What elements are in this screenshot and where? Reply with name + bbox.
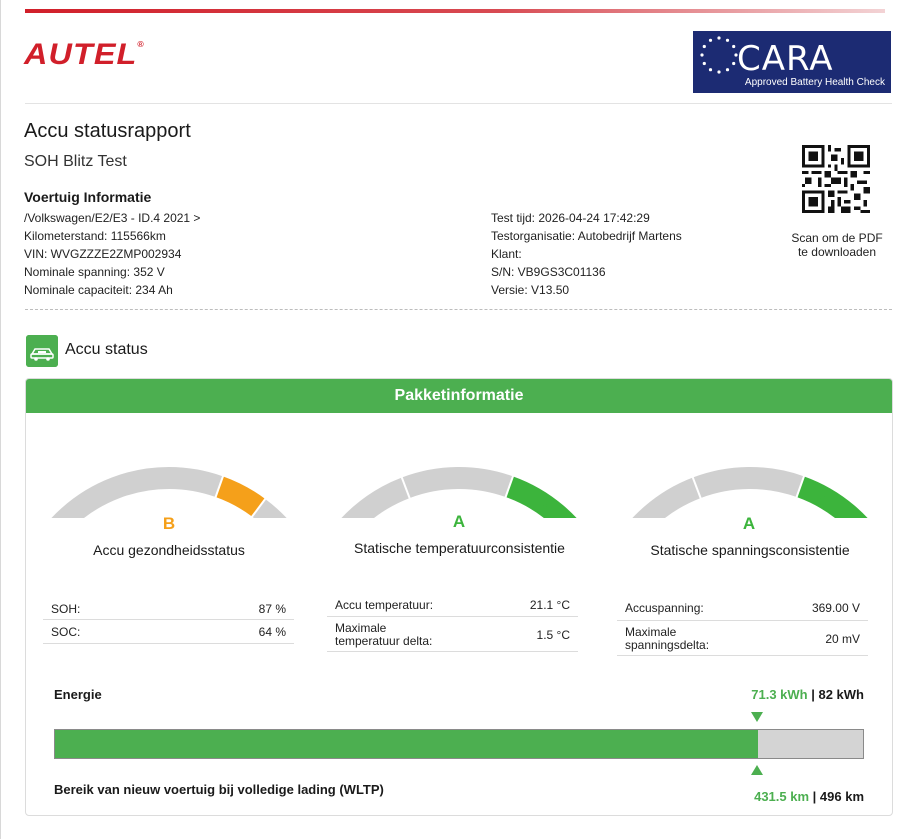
vehicle-info-left bbox=[24, 209, 200, 299]
range-value: 431.5 km | 496 km bbox=[754, 789, 864, 804]
stars-icon bbox=[699, 35, 739, 75]
table-row: SOH: 87 % bbox=[43, 598, 294, 620]
autel-logo: AUTEL® bbox=[24, 38, 145, 71]
vehicle-vin: VIN: WVGZZZE2ZMP002934 bbox=[24, 247, 182, 261]
vehicle-nominal-voltage: Nominale spanning: 352 V bbox=[24, 265, 165, 279]
test-customer: Klant: bbox=[491, 247, 522, 261]
temperature-grade: A bbox=[452, 512, 466, 531]
table-row: SOC: 64 % bbox=[43, 620, 294, 644]
cara-subtitle: Approved Battery Health Check bbox=[744, 77, 885, 88]
cara-title: CARA bbox=[737, 39, 834, 79]
table-row: Accuspanning: 369.00 V bbox=[617, 597, 868, 621]
temperature-table bbox=[327, 594, 578, 652]
soh-grade: B bbox=[162, 514, 176, 533]
voltage-table bbox=[617, 597, 868, 656]
qr-caption: Scan om de PDF te downloaden bbox=[791, 231, 883, 259]
vehicle-info-right bbox=[491, 209, 682, 299]
vehicle-nominal-capacity: Nominale capaciteit: 234 Ah bbox=[24, 283, 173, 297]
vehicle-info-heading: Voertuig Informatie bbox=[24, 189, 152, 205]
pack-info-heading: Pakketinformatie bbox=[26, 379, 892, 413]
serial-number: S/N: VB9GS3C01136 bbox=[491, 265, 606, 279]
test-time: Test tijd: 2026-04-24 17:42:29 bbox=[491, 211, 650, 225]
energy-value: 71.3 kWh | 82 kWh bbox=[751, 687, 864, 702]
header-accent-bar bbox=[25, 9, 885, 13]
range-marker-icon bbox=[751, 765, 763, 775]
page-left-border bbox=[0, 0, 1, 839]
table-row: Accu temperatuur: 21.1 °C bbox=[327, 594, 578, 617]
cara-badge bbox=[693, 31, 891, 93]
battery-car-icon bbox=[26, 335, 58, 367]
vehicle-mileage: Kilometerstand: 115566km bbox=[24, 229, 166, 243]
temperature-gauge-label: Statische temperatuurconsistentie bbox=[354, 540, 565, 556]
header-divider bbox=[25, 103, 892, 104]
energy-label: Energie bbox=[54, 687, 102, 702]
qr-code-icon[interactable] bbox=[802, 145, 870, 213]
range-label: Bereik van nieuw voertuig bij volledige lading (WLTP) bbox=[54, 782, 384, 797]
section-divider bbox=[25, 309, 892, 310]
soh-gauge-label: Accu gezondheidsstatus bbox=[93, 542, 245, 558]
report-title: Accu statusrapport bbox=[24, 120, 191, 142]
energy-marker-icon bbox=[751, 712, 763, 722]
software-version: Versie: V13.50 bbox=[491, 283, 570, 297]
temperature-gauge bbox=[337, 438, 582, 518]
vehicle-model: /Volkswagen/E2/E3 - ID.4 2021 > bbox=[24, 211, 201, 225]
table-row: Maximale spanningsdelta: 20 mV bbox=[617, 621, 868, 656]
voltage-gauge bbox=[625, 438, 875, 518]
battery-status-heading: Accu status bbox=[65, 341, 148, 358]
soh-gauge bbox=[44, 438, 294, 518]
table-row: Maximale temperatuur delta: 1.5 °C bbox=[327, 617, 578, 652]
test-organisation: Testorganisatie: Autobedrijf Martens bbox=[491, 229, 682, 243]
energy-bar-fill bbox=[55, 730, 758, 758]
soh-table bbox=[43, 598, 294, 644]
voltage-gauge-label: Statische spanningsconsistentie bbox=[650, 542, 850, 558]
report-subtitle: SOH Blitz Test bbox=[24, 153, 127, 170]
voltage-grade: A bbox=[742, 514, 756, 533]
energy-bar bbox=[54, 729, 864, 759]
